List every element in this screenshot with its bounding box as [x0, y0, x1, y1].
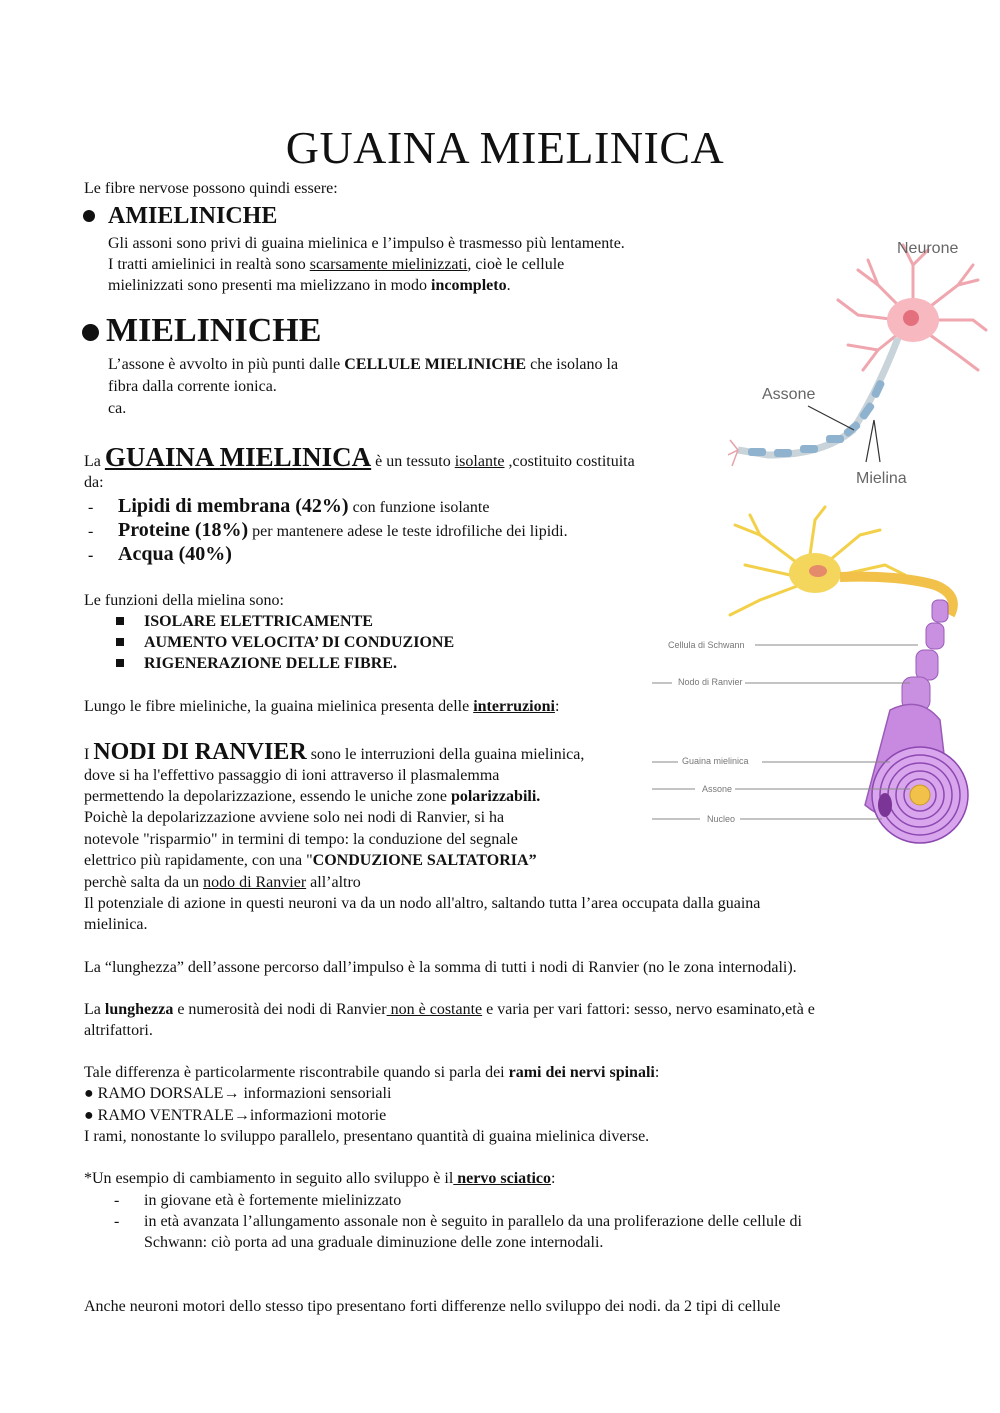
amie-line-1: Gli assoni sono privi di guaina mielinica e l’impulso è trasmesso più lentamente.	[108, 235, 625, 252]
composition-item-text: Proteine (18%) per mantenere adese le teste idrofiliche dei lipidi.	[118, 519, 568, 541]
composition-item: -	[88, 547, 94, 564]
neuron-figure	[728, 230, 990, 492]
square-bullet	[116, 617, 124, 625]
mie-line-1: L’assone è avvolto in più punti dalle CELLULE MIELINICHE che isolano la	[108, 356, 619, 373]
composition-item: -	[88, 523, 94, 540]
interruzioni-line: Lungo le fibre mieliniche, la guaina mielinica presenta delle interruzioni:	[84, 698, 560, 715]
ranvier-line-1: I NODI DI RANVIER sono le interruzioni della guaina mielinica,	[84, 739, 585, 765]
mie-line-2: fibra dalla corrente ionica.	[108, 378, 277, 395]
ranvier-line-2: dove si ha l'effettivo passaggio di ioni attraverso il plasmalemma	[84, 767, 500, 784]
heading-mieliniche: MIELINICHE	[106, 312, 322, 349]
assone-pointer	[808, 406, 854, 430]
rami-line: I rami, nonostante lo sviluppo parallelo, presentano quantità di guaina mielinica diverse.	[84, 1128, 650, 1145]
axon-core	[910, 785, 930, 805]
ranvier-line-3: permettendo la depolarizzazione, essendo le uniche zone polarizzabili.	[84, 788, 541, 805]
amie-line-3: mielinizzati sono presenti ma mielizzano in modo incompleto.	[108, 277, 511, 294]
amie-line-2: I tratti amielinici in realtà sono scarsamente mielinizzati, cioè le cellule	[108, 256, 565, 273]
final-line: Anche neuroni motori dello stesso tipo presentano forti differenze nello sviluppo dei nodi. da 2 tipi di cellule	[84, 1298, 781, 1315]
schwann-nucleus-2	[878, 793, 892, 817]
lunghezza2-line-2: altrifattori.	[84, 1022, 153, 1039]
square-bullet	[116, 659, 124, 667]
ranvier-line-8: Il potenziale di azione in questi neuroni va da un nodo all'altro, saltando tutta l’area occupata dalla guaina	[84, 895, 761, 912]
sciatico-item-cont: Schwann: ciò porta ad una graduale diminuzione delle zone internodali.	[144, 1234, 604, 1251]
mie-line-3: ca.	[108, 400, 127, 417]
lunghezza2-line-1: La lunghezza e numerosità dei nodi di Ranvier non è costante e varia per vari fattori: sesso, nervo esaminato,età e	[84, 1001, 815, 1018]
mielina-pointer	[866, 420, 874, 462]
composition-item-text: Acqua (40%)	[118, 543, 232, 565]
sciatico-item: in giovane età è fortemente mielinizzato	[144, 1192, 402, 1209]
sciatico-intro: *Un esempio di cambiamento in seguito allo sviluppo è il nervo sciatico:	[84, 1170, 556, 1187]
heading-amieliniche: AMIELINICHE	[108, 203, 278, 229]
label-schwann: Cellula di Schwann	[668, 640, 745, 650]
funzioni-intro: Le funzioni della mielina sono:	[84, 592, 284, 609]
label-nucleo: Nucleo	[707, 814, 736, 824]
label-neurone: Neurone	[897, 240, 959, 257]
funzione-item: RIGENERAZIONE DELLE FIBRE.	[144, 655, 397, 672]
rami-item: ● RAMO VENTRALE→informazioni motorie	[84, 1107, 387, 1124]
sciatico-dash: -	[114, 1192, 120, 1209]
nucleus	[903, 310, 919, 326]
rami-item: ● RAMO DORSALE→ informazioni sensoriali	[84, 1085, 392, 1102]
label-guaina: Guaina mielinica	[682, 756, 749, 766]
ranvier-line-5: notevole "risparmio" in termini di tempo: la conduzione del segnale	[84, 831, 518, 848]
rami-intro: Tale differenza è particolarmente riscontrabile quando si parla dei rami dei nervi spinali:	[84, 1064, 660, 1081]
composition-item: -	[88, 499, 94, 516]
square-bullet	[116, 638, 124, 646]
label-assone: Assone	[762, 386, 816, 403]
ranvier-line-7: perchè salta da un nodo di Ranvier all’altro	[84, 874, 361, 891]
guaina-line-1: La GUAINA MIELINICA è un tessuto isolante ,costituito costituita	[84, 442, 635, 472]
ranvier-line-4: Poichè la depolarizzazione avviene solo nei nodi di Ranvier, si ha	[84, 809, 505, 826]
label-mielina: Mielina	[856, 470, 907, 487]
label-nodo: Nodo di Ranvier	[678, 677, 743, 687]
lunghezza-line: La “lunghezza” dell’assone percorso dall’impulso è la somma di tutti i nodi di Ranvier (no le zona internodali).	[84, 959, 797, 976]
page-title: GUAINA MIELINICA	[285, 122, 725, 173]
guaina-line-2: da:	[84, 474, 104, 491]
ranvier-line-9: mielinica.	[84, 916, 148, 933]
label-assone-2: Assone	[702, 784, 733, 794]
sciatico-item: in età avanzata l’allungamento assonale non è seguito in parallelo da una proliferazione delle cellule di	[144, 1213, 802, 1230]
myelin-purple-segments	[902, 600, 948, 711]
sciatico-dash: -	[114, 1213, 120, 1230]
bullet-dot	[83, 210, 95, 222]
schwann-nucleus	[809, 565, 827, 577]
bullet-dot	[82, 324, 99, 341]
ranvier-line-6: elettrico più rapidamente, con una "CONDUZIONE SALTATORIA”	[84, 852, 537, 869]
funzione-item: ISOLARE ELETTRICAMENTE	[144, 613, 373, 630]
composition-item-text: Lipidi di membrana (42%) con funzione isolante	[118, 495, 490, 517]
funzione-item: AUMENTO VELOCITA’ DI CONDUZIONE	[144, 634, 455, 651]
mielina-pointer	[874, 420, 880, 462]
intro-text: Le fibre nervose possono quindi essere:	[84, 180, 338, 197]
axon-terminals	[728, 440, 738, 466]
